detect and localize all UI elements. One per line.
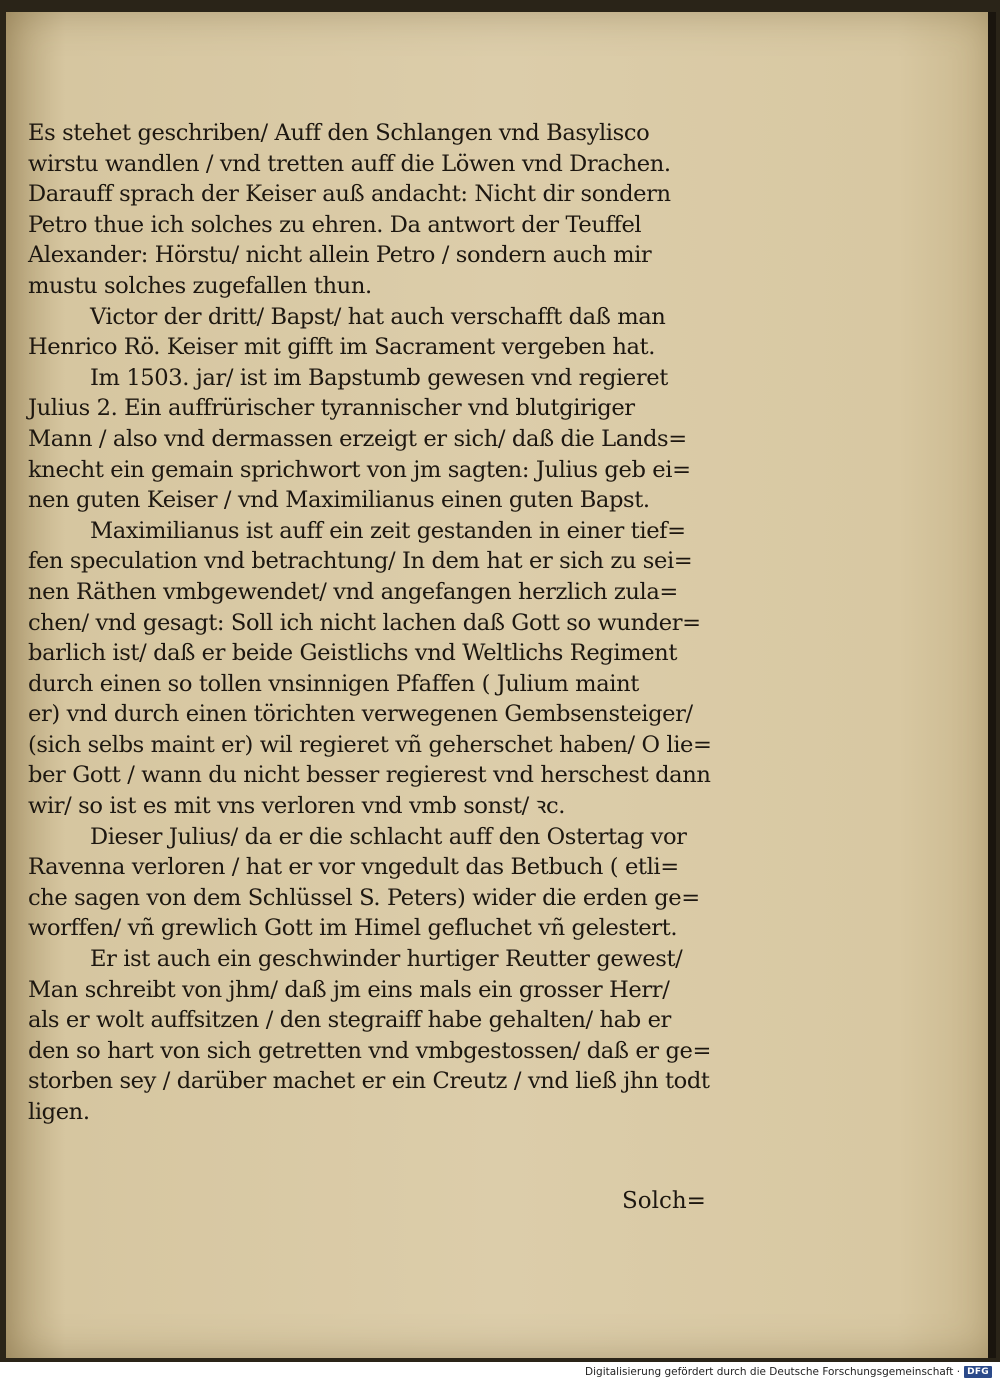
- text-line: Er ist auch ein geschwinder hurtiger Reutter gewest/: [90, 946, 683, 973]
- catchword: Solch=: [622, 1188, 706, 1214]
- page-text: [28, 118, 718, 1128]
- text-line: Im 1503. jar/ ist im Bapstumb gewesen vnd regieret: [90, 364, 668, 391]
- text-line: Victor der dritt/ Bapst/ hat auch verschafft daß man: [90, 303, 666, 330]
- text-line: Julius 2. Ein auffrürischer tyrannischer vnd blutgiriger: [28, 395, 635, 422]
- dfg-logo-icon: DFG: [964, 1366, 992, 1378]
- text-line: Darauff sprach der Keiser auß andacht: Nicht dir sondern: [28, 181, 671, 208]
- text-line: Ravenna verloren / hat er vor vngedult das Betbuch ( etli=: [28, 854, 679, 881]
- text-line: worffen/ vñ grewlich Gott im Himel gefluchet vñ gelestert.: [28, 915, 678, 942]
- text-line: er) vnd durch einen törichten verwegenen Gembsensteiger/: [28, 701, 693, 728]
- text-line: Es stehet geschriben/ Auff den Schlangen vnd Basylisco: [28, 120, 650, 146]
- footer-credit-text: Digitalisierung gefördert durch die Deutsche Forschungsgemeinschaft ·: [585, 1366, 961, 1378]
- text-line: wir/ so ist es mit vns verloren vnd vmb sonst/ ꝛc.: [28, 793, 565, 820]
- text-line: Henrico Rö. Keiser mit gifft im Sacrament vergeben hat.: [28, 334, 656, 361]
- text-line: Mann / also vnd dermassen erzeigt er sich/ daß die Lands=: [28, 425, 687, 452]
- text-line: den so hart von sich getretten vnd vmbgestossen/ daß er ge=: [28, 1037, 712, 1064]
- text-line: nen guten Keiser / vnd Maximilianus einen guten Bapst.: [28, 487, 650, 514]
- text-line: storben sey / darüber machet er ein Creutz / vnd ließ jhn todt: [28, 1068, 710, 1095]
- text-line: mustu solches zugefallen thun.: [28, 272, 372, 299]
- text-line: (sich selbs maint er) wil regieret vñ geherschet haben/ O lie=: [28, 731, 712, 758]
- text-line: chen/ vnd gesagt: Soll ich nicht lachen daß Gott so wunder=: [28, 609, 701, 636]
- text-line: barlich ist/ daß er beide Geistlichs vnd Weltlichs Regiment: [28, 640, 678, 667]
- text-line: Dieser Julius/ da er die schlacht auff den Ostertag vor: [90, 823, 687, 850]
- page-gutter-shadow: [988, 12, 996, 1358]
- text-line: ligen.: [28, 1099, 90, 1125]
- text-line: durch einen so tollen vnsinnigen Pfaffen ( Julium maint: [28, 670, 639, 697]
- text-line: che sagen von dem Schlüssel S. Peters) wider die erden ge=: [28, 884, 700, 911]
- footer-credit: [585, 1366, 992, 1378]
- text-line: Petro thue ich solches zu ehren. Da antwort der Teuffel: [28, 211, 642, 238]
- text-line: als er wolt auffsitzen / den stegraiff habe gehalten/ hab er: [28, 1007, 671, 1034]
- text-line: fen speculation vnd betrachtung/ In dem hat er sich zu sei=: [28, 548, 693, 575]
- text-line: knecht ein gemain sprichwort von jm sagten: Julius geb ei=: [28, 456, 691, 483]
- text-line: wirstu wandlen / vnd tretten auff die Löwen vnd Drachen.: [28, 150, 671, 177]
- text-line: Alexander: Hörstu/ nicht allein Petro / sondern auch mir: [28, 242, 652, 269]
- text-line: nen Räthen vmbgewendet/ vnd angefangen herzlich zula=: [28, 578, 678, 605]
- text-line: Man schreibt von jhm/ daß jm eins mals ein grosser Herr/: [28, 976, 670, 1003]
- text-line: ber Gott / wann du nicht besser regierest vnd herschest dann: [28, 762, 711, 789]
- text-line: Maximilianus ist auff ein zeit gestanden in einer tief=: [90, 517, 686, 544]
